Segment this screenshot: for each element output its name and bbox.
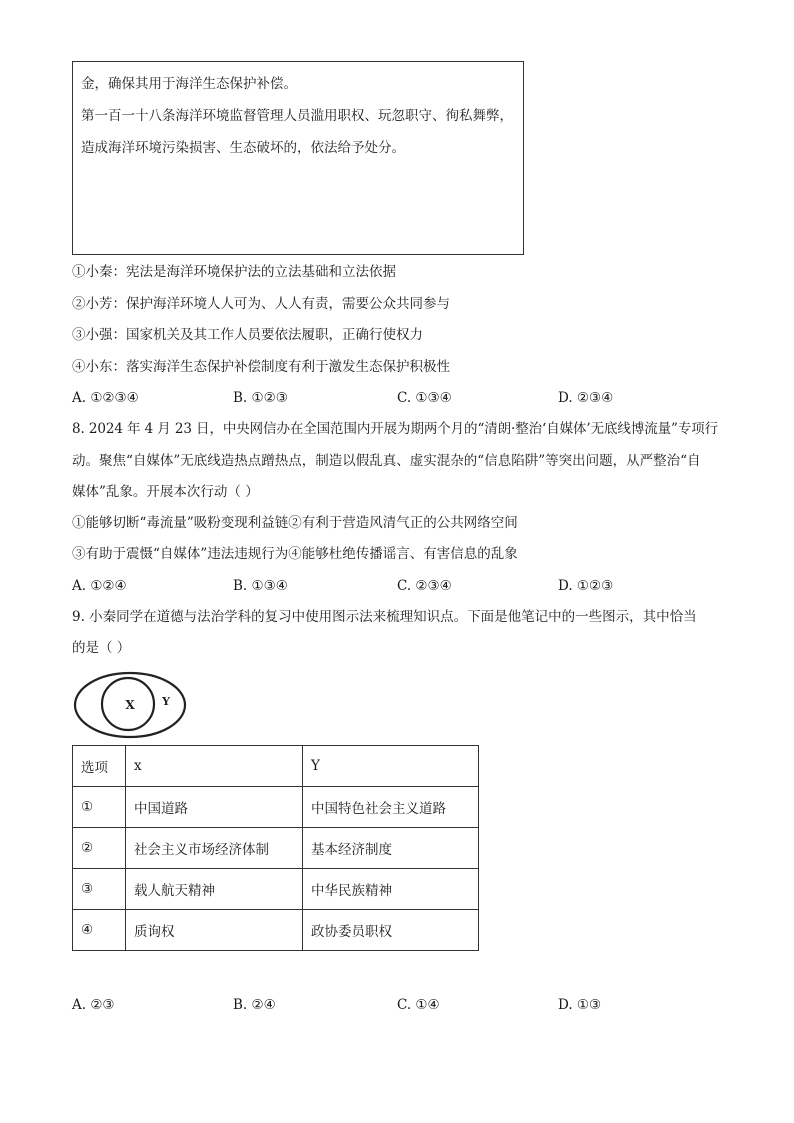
table-header-cell: Y	[303, 746, 479, 787]
q8-stem-line-3: 媒体”乱象。开展本次行动（ ）	[72, 484, 259, 500]
q7-statement-2: ②小芳：保护海洋环境人人可为、人人有责，需要公众共同参与	[72, 296, 450, 312]
q7-statement-1: ①小秦：宪法是海洋环境保护法的立法基础和立法依据	[72, 264, 396, 280]
table-header-cell: 选项	[73, 746, 126, 787]
inner-set-label: X	[125, 698, 135, 712]
table-cell: ②	[73, 828, 126, 869]
table-row	[73, 910, 479, 951]
q8-statement-line-1: ①能够切断“毒流量”吸粉变现利益链②有利于营造风清气正的公共网络空间	[72, 515, 518, 531]
q9-option-d[interactable]: D. ①③	[558, 997, 602, 1013]
table-cell: 载人航天精神	[126, 869, 303, 910]
table-cell: 基本经济制度	[303, 828, 479, 869]
q9-option-b[interactable]: B. ②④	[233, 997, 276, 1013]
excerpt-line: 造成海洋环境污染损害、生态破坏的，依法给予处分。	[81, 140, 405, 156]
q7-option-d[interactable]: D. ②③④	[558, 390, 614, 406]
table-header-row	[73, 746, 479, 787]
q7-option-b[interactable]: B. ①②③	[233, 390, 288, 406]
q9-option-a[interactable]: A. ②③	[72, 997, 115, 1013]
q9-options-table	[72, 745, 479, 951]
table-row	[73, 828, 479, 869]
table-cell: 中华民族精神	[303, 869, 479, 910]
q8-statement-line-2: ③有助于震慑“自媒体”违法违规行为④能够杜绝传播谣言、有害信息的乱象	[72, 546, 518, 562]
q9-stem-line-2: 的是（ ）	[72, 640, 131, 656]
q7-statement-4: ④小东：落实海洋生态保护补偿制度有利于激发生态保护积极性	[72, 359, 450, 375]
table-header-cell: x	[126, 746, 303, 787]
table-row	[73, 787, 479, 828]
q8-stem-line-1: 8. 2024 年 4 月 23 日，中央网信办在全国范围内开展为期两个月的“清朗·整治‘自媒体’无底线博流量”专项行	[72, 421, 719, 437]
table-cell: ④	[73, 910, 126, 951]
table-cell: 中国道路	[126, 787, 303, 828]
table-cell: 质询权	[126, 910, 303, 951]
q8-option-d[interactable]: D. ①②③	[558, 578, 614, 594]
table-cell: ①	[73, 787, 126, 828]
table-cell: ③	[73, 869, 126, 910]
law-excerpt-box	[72, 61, 524, 255]
table-cell: 中国特色社会主义道路	[303, 787, 479, 828]
q9-option-c[interactable]: C. ①④	[397, 997, 440, 1013]
q7-option-a[interactable]: A. ①②③④	[72, 390, 139, 406]
excerpt-line: 第一百一十八条海洋环境监督管理人员滥用职权、玩忽职守、徇私舞弊，	[81, 108, 513, 124]
venn-diagram	[72, 671, 192, 741]
q8-option-b[interactable]: B. ①③④	[233, 578, 288, 594]
table-cell: 社会主义市场经济体制	[126, 828, 303, 869]
q7-statement-3: ③小强：国家机关及其工作人员要依法履职，正确行使权力	[72, 327, 423, 343]
q8-option-c[interactable]: C. ②③④	[397, 578, 452, 594]
excerpt-line: 金，确保其用于海洋生态保护补偿。	[81, 76, 297, 92]
q8-option-a[interactable]: A. ①②④	[72, 578, 127, 594]
q8-stem-line-2: 动。聚焦“自媒体”无底线造热点蹭热点，制造以假乱真、虚实混杂的“信息陷阱”等突出问题，从严整治“自	[72, 453, 701, 469]
table-cell: 政协委员职权	[303, 910, 479, 951]
q9-stem-line-1: 9. 小秦同学在道德与法治学科的复习中使用图示法来梳理知识点。下面是他笔记中的一些图示，其中恰当	[72, 609, 697, 625]
outer-set-label: Y	[162, 695, 170, 708]
q7-option-c[interactable]: C. ①③④	[397, 390, 452, 406]
table-row	[73, 869, 479, 910]
